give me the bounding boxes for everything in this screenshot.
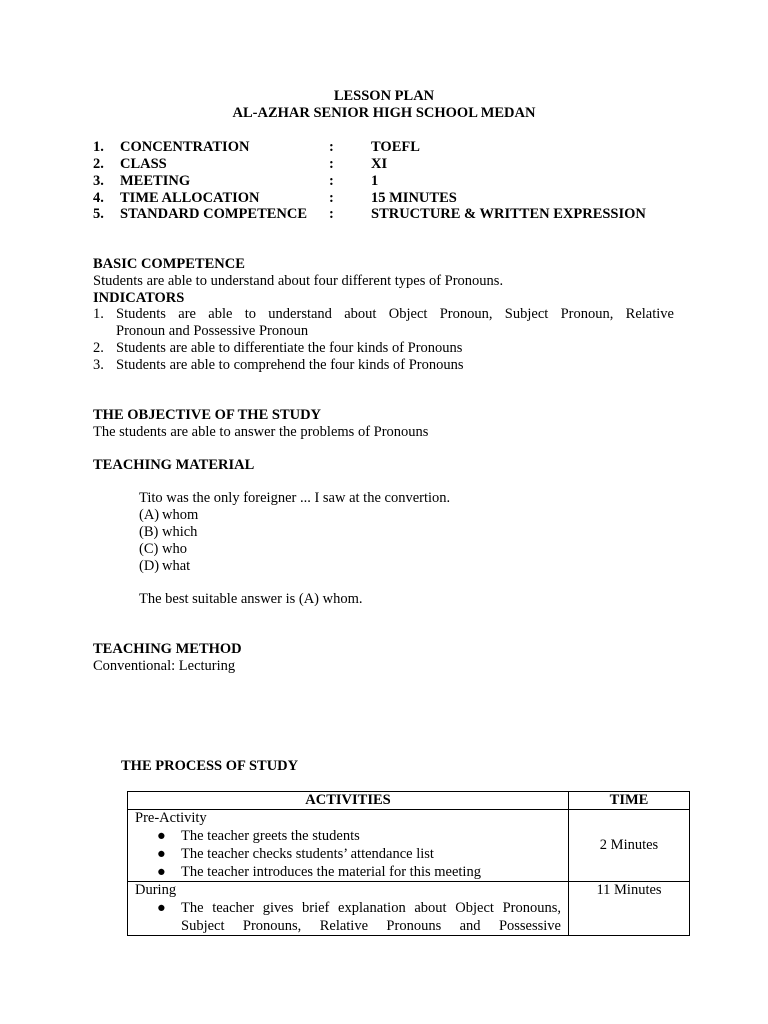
info-number: 1. [93,139,104,155]
info-value: 1 [371,173,379,189]
basic-competence-heading: BASIC COMPETENCE [93,256,245,272]
during-time: 11 Minutes [569,882,690,936]
option-text: what [162,558,191,574]
list-item: ● The teacher gives brief explanation about Object Pronouns, [157,900,561,916]
process-table [127,791,690,936]
option-text: whom [162,507,199,523]
indicator-number: 3. [93,357,104,373]
list-item: ● The teacher checks students’ attendance list [157,846,434,862]
list-item: ● The teacher greets the students [157,828,360,844]
bullet-icon: ● [157,846,166,862]
option-text: which [162,524,198,540]
list-item: ● The teacher introduces the material for this meeting [157,864,481,880]
indicator-text: Students are able to differentiate the four kinds of Pronouns [116,340,463,356]
info-number: 3. [93,173,104,189]
material-question: Tito was the only foreigner ... I saw at the convertion. [139,490,451,506]
table-header-row [128,792,690,810]
info-label: CONCENTRATION [120,139,250,155]
info-separator: : [329,156,334,172]
info-separator: : [329,206,334,222]
pre-activity-label: Pre-Activity [135,810,207,826]
option-letter: (D) [139,558,160,574]
basic-competence-text: Students are able to understand about four different types of Pronouns. [93,273,504,289]
bullet-icon: ● [157,900,166,916]
pre-activity-cell [128,810,569,882]
indicator-text: Students are able to comprehend the four kinds of Pronouns [116,357,464,373]
info-separator: : [329,173,334,189]
school-name: AL-AZHAR SENIOR HIGH SCHOOL MEDAN [232,105,536,121]
info-value: XI [371,156,388,172]
indicator-number: 1. [93,306,104,322]
activities-column-header: ACTIVITIES [128,792,569,810]
indicator-text: Students are able to understand about Object Pronoun, Subject Pronoun, Relative [116,306,674,322]
document-title: LESSON PLAN [333,88,435,104]
during-label: During [135,882,177,898]
objective-heading: THE OBJECTIVE OF THE STUDY [93,407,322,423]
material-answer: The best suitable answer is (A) whom. [139,591,363,607]
indicator-text-continued: Pronoun and Possessive Pronoun [116,323,309,339]
indicator-number: 2. [93,340,104,356]
bullet-icon: ● [157,828,166,844]
table-row [128,810,690,882]
info-value: STRUCTURE & WRITTEN EXPRESSION [371,206,646,222]
teaching-material-heading: TEACHING MATERIAL [93,457,255,473]
info-label: STANDARD COMPETENCE [120,206,308,222]
teaching-method-heading: TEACHING METHOD [93,641,242,657]
teaching-method-text: Conventional: Lecturing [93,658,236,674]
info-separator: : [329,190,334,206]
process-heading: THE PROCESS OF STUDY [121,758,299,774]
time-column-header: TIME [569,792,690,810]
info-number: 5. [93,206,104,222]
indicators-heading: INDICATORS [93,290,185,306]
list-item-continued: Subject Pronouns, Relative Pronouns and Possessive [181,918,561,934]
option-text: who [162,541,187,557]
table-row [128,882,690,936]
info-number: 4. [93,190,104,206]
bullet-icon: ● [157,864,166,880]
option-letter: (A) [139,507,160,523]
info-label: MEETING [120,173,191,189]
info-label: CLASS [120,156,167,172]
option-letter: (B) [139,524,159,540]
info-separator: : [329,139,334,155]
pre-activity-time: 2 Minutes [569,810,690,882]
info-value: 15 MINUTES [371,190,457,206]
during-cell [128,882,569,936]
info-label: TIME ALLOCATION [120,190,260,206]
option-letter: (C) [139,541,159,557]
info-number: 2. [93,156,104,172]
objective-text: The students are able to answer the problems of Pronouns [93,424,429,440]
info-value: TOEFL [371,139,420,155]
